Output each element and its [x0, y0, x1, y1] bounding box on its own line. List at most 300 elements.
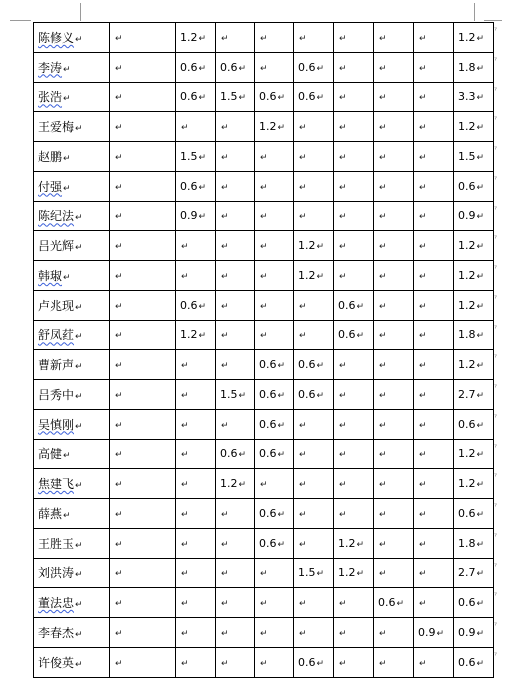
value-cell[interactable] [414, 469, 454, 499]
value-cell[interactable] [176, 261, 216, 291]
value-cell[interactable] [334, 380, 374, 410]
value-cell[interactable] [454, 380, 494, 410]
paragraph-mark: ↵ [221, 331, 229, 342]
paragraph-mark: ↵ [419, 509, 427, 520]
row-end-mark: ˀ [494, 205, 497, 214]
paragraph-mark: ↵ [316, 93, 325, 104]
name-cell[interactable] [34, 171, 110, 201]
paragraph-mark: ↵ [260, 182, 268, 193]
value-cell[interactable] [334, 261, 374, 291]
value-cell[interactable] [414, 82, 454, 112]
value-cell[interactable] [110, 261, 176, 291]
value-cell[interactable] [294, 142, 334, 172]
paragraph-mark: ↵ [238, 63, 247, 74]
value-cell[interactable] [414, 409, 454, 439]
value-cell[interactable] [255, 142, 294, 172]
value-cell[interactable] [176, 320, 216, 350]
paragraph-mark: ↵ [379, 152, 387, 163]
table-row [34, 380, 494, 410]
paragraph-mark: ↵ [419, 271, 427, 282]
table-row [34, 231, 494, 261]
value-cell[interactable] [334, 82, 374, 112]
value-cell[interactable] [216, 112, 255, 142]
value-cell[interactable] [255, 558, 294, 588]
value-cell[interactable] [334, 142, 374, 172]
paragraph-mark: ↵ [277, 361, 286, 372]
value-cell[interactable] [414, 618, 454, 648]
value-cell[interactable] [294, 320, 334, 350]
value-cell[interactable] [255, 350, 294, 380]
value-cell[interactable] [454, 409, 494, 439]
paragraph-mark: ↵ [221, 182, 229, 193]
paragraph-mark: ↵ [379, 361, 387, 372]
value-cell[interactable] [294, 261, 334, 291]
value-cell[interactable] [110, 409, 176, 439]
value-cell[interactable] [454, 439, 494, 469]
value-cell[interactable] [176, 380, 216, 410]
name-cell[interactable] [34, 380, 110, 410]
value-cell[interactable] [294, 290, 334, 320]
value-cell[interactable] [454, 350, 494, 380]
name-cell[interactable] [34, 558, 110, 588]
value-cell[interactable] [414, 261, 454, 291]
paragraph-mark: ↵ [115, 152, 123, 163]
paragraph-mark: ↵ [277, 420, 286, 431]
value-cell[interactable] [110, 52, 176, 82]
cell-value: 0.6 [338, 328, 356, 342]
value-cell[interactable] [414, 350, 454, 380]
value-cell[interactable] [110, 82, 176, 112]
paragraph-mark: ↵ [379, 242, 387, 253]
value-cell[interactable] [110, 350, 176, 380]
name-cell[interactable] [34, 499, 110, 529]
paragraph-mark: ↵ [181, 569, 189, 580]
value-cell[interactable] [294, 439, 334, 469]
value-cell[interactable] [255, 320, 294, 350]
value-cell[interactable] [374, 409, 414, 439]
value-cell[interactable] [374, 499, 414, 529]
paragraph-mark: ↵ [356, 569, 365, 580]
value-cell[interactable] [255, 112, 294, 142]
value-cell[interactable] [176, 290, 216, 320]
paragraph-mark: ↵ [379, 301, 387, 312]
paragraph-mark: ↵ [299, 420, 307, 431]
paragraph-mark: ↵ [75, 391, 83, 402]
value-cell[interactable] [216, 82, 255, 112]
value-cell[interactable] [294, 469, 334, 499]
value-cell[interactable] [176, 528, 216, 558]
paragraph-mark: ↵ [75, 659, 83, 670]
cell-value: 0.6 [259, 506, 277, 520]
value-cell[interactable] [176, 499, 216, 529]
value-cell[interactable] [414, 142, 454, 172]
name-cell[interactable] [34, 588, 110, 618]
paragraph-mark: ↵ [419, 480, 427, 491]
value-cell[interactable] [294, 350, 334, 380]
value-cell[interactable] [216, 201, 255, 231]
cell-value: 0.6 [338, 298, 356, 312]
value-cell[interactable] [255, 588, 294, 618]
name-cell[interactable] [34, 350, 110, 380]
value-cell[interactable] [110, 499, 176, 529]
name-cell[interactable] [34, 439, 110, 469]
value-cell[interactable] [216, 499, 255, 529]
value-cell[interactable] [374, 320, 414, 350]
value-cell[interactable] [294, 82, 334, 112]
cell-value: 0.6 [298, 387, 316, 401]
value-cell[interactable] [334, 558, 374, 588]
paragraph-mark: ↵ [115, 242, 123, 253]
value-cell[interactable] [176, 350, 216, 380]
value-cell[interactable] [216, 618, 255, 648]
paragraph-mark: ↵ [379, 390, 387, 401]
value-cell[interactable] [176, 618, 216, 648]
paragraph-mark: ↵ [476, 152, 485, 163]
value-cell[interactable] [110, 171, 176, 201]
value-cell[interactable] [294, 380, 334, 410]
value-cell[interactable] [216, 52, 255, 82]
value-cell[interactable] [334, 231, 374, 261]
person-name: 高健 [38, 447, 63, 462]
paragraph-mark: ↵ [260, 212, 268, 223]
cell-value: 0.9 [458, 625, 476, 639]
paragraph-mark: ↵ [476, 182, 485, 193]
name-cell[interactable] [34, 320, 110, 350]
value-cell[interactable] [414, 558, 454, 588]
value-cell[interactable] [374, 439, 414, 469]
name-cell[interactable] [34, 82, 110, 112]
value-cell[interactable] [454, 23, 494, 53]
value-cell[interactable] [216, 171, 255, 201]
value-cell[interactable] [374, 469, 414, 499]
value-cell[interactable] [110, 469, 176, 499]
name-cell[interactable] [34, 409, 110, 439]
value-cell[interactable] [294, 618, 334, 648]
value-cell[interactable] [454, 320, 494, 350]
name-cell[interactable] [34, 231, 110, 261]
value-cell[interactable] [374, 201, 414, 231]
paragraph-mark: ↵ [115, 271, 123, 282]
value-cell[interactable] [216, 409, 255, 439]
table-row [34, 350, 494, 380]
value-cell[interactable] [374, 142, 414, 172]
value-cell[interactable] [454, 528, 494, 558]
paragraph-mark: ↵ [476, 420, 485, 431]
paragraph-mark: ↵ [198, 212, 207, 223]
value-cell[interactable] [454, 231, 494, 261]
value-cell[interactable] [334, 618, 374, 648]
value-cell[interactable] [454, 558, 494, 588]
value-cell[interactable] [454, 290, 494, 320]
value-cell[interactable] [216, 320, 255, 350]
value-cell[interactable] [414, 52, 454, 82]
value-cell[interactable] [414, 439, 454, 469]
person-name: 焦建飞 [38, 477, 75, 492]
value-cell[interactable] [216, 380, 255, 410]
paragraph-mark: ↵ [476, 628, 485, 639]
cell-value: 0.6 [298, 60, 316, 74]
name-cell[interactable] [34, 261, 110, 291]
value-cell[interactable] [110, 588, 176, 618]
value-cell[interactable] [216, 261, 255, 291]
value-cell[interactable] [176, 231, 216, 261]
name-cell[interactable] [34, 469, 110, 499]
row-end-mark: ˀ [494, 264, 497, 273]
value-cell[interactable] [454, 171, 494, 201]
name-cell[interactable] [34, 52, 110, 82]
paragraph-mark: ↵ [277, 390, 286, 401]
value-cell[interactable] [110, 618, 176, 648]
value-cell[interactable] [374, 350, 414, 380]
value-cell[interactable] [454, 261, 494, 291]
value-cell[interactable] [255, 201, 294, 231]
value-cell[interactable] [454, 499, 494, 529]
value-cell[interactable] [216, 439, 255, 469]
value-cell[interactable] [374, 558, 414, 588]
value-cell[interactable] [110, 23, 176, 53]
value-cell[interactable] [374, 588, 414, 618]
value-cell[interactable] [216, 350, 255, 380]
value-cell[interactable] [110, 439, 176, 469]
value-cell[interactable] [294, 23, 334, 53]
value-cell[interactable] [255, 290, 294, 320]
table-row [34, 469, 494, 499]
paragraph-mark: ↵ [299, 599, 307, 610]
value-cell[interactable] [454, 52, 494, 82]
cell-value: 1.5 [180, 149, 198, 163]
value-cell[interactable] [334, 201, 374, 231]
value-cell[interactable] [334, 320, 374, 350]
value-cell[interactable] [414, 588, 454, 618]
value-cell[interactable] [255, 439, 294, 469]
paragraph-mark: ↵ [419, 599, 427, 610]
cell-value: 0.6 [220, 60, 238, 74]
value-cell[interactable] [414, 201, 454, 231]
name-cell[interactable] [34, 112, 110, 142]
paragraph-mark: ↵ [419, 63, 427, 74]
value-cell[interactable] [374, 618, 414, 648]
value-cell[interactable] [454, 469, 494, 499]
paragraph-mark: ↵ [476, 63, 485, 74]
row-end-mark: ˀ [494, 502, 497, 511]
paragraph-mark: ↵ [181, 420, 189, 431]
value-cell[interactable] [294, 499, 334, 529]
paragraph-mark: ↵ [476, 450, 485, 461]
value-cell[interactable] [334, 350, 374, 380]
name-cell[interactable] [34, 528, 110, 558]
value-cell[interactable] [110, 320, 176, 350]
value-cell[interactable] [294, 112, 334, 142]
paragraph-mark: ↵ [181, 539, 189, 550]
paragraph-mark: ↵ [238, 480, 247, 491]
value-cell[interactable] [255, 618, 294, 648]
value-cell[interactable] [255, 261, 294, 291]
value-cell[interactable] [374, 112, 414, 142]
value-cell[interactable] [414, 231, 454, 261]
cell-value: 2.7 [458, 387, 476, 401]
value-cell[interactable] [110, 201, 176, 231]
value-cell[interactable] [294, 231, 334, 261]
value-cell[interactable] [374, 380, 414, 410]
value-cell[interactable] [294, 409, 334, 439]
paragraph-mark: ↵ [115, 182, 123, 193]
value-cell[interactable] [255, 23, 294, 53]
name-cell[interactable] [34, 618, 110, 648]
value-cell[interactable] [414, 171, 454, 201]
value-cell[interactable] [454, 112, 494, 142]
value-cell[interactable] [176, 588, 216, 618]
value-cell[interactable] [176, 409, 216, 439]
cell-value: 0.6 [180, 90, 198, 104]
value-cell[interactable] [374, 528, 414, 558]
value-cell[interactable] [294, 171, 334, 201]
paragraph-mark: ↵ [476, 271, 485, 282]
value-cell[interactable] [414, 528, 454, 558]
value-cell[interactable] [216, 231, 255, 261]
value-cell[interactable] [176, 439, 216, 469]
value-cell[interactable] [294, 52, 334, 82]
value-cell[interactable] [414, 290, 454, 320]
value-cell[interactable] [454, 588, 494, 618]
value-cell[interactable] [294, 558, 334, 588]
value-cell[interactable] [176, 469, 216, 499]
value-cell[interactable] [454, 201, 494, 231]
value-cell[interactable] [176, 82, 216, 112]
value-cell[interactable] [334, 528, 374, 558]
paragraph-mark: ↵ [221, 301, 229, 312]
value-cell[interactable] [414, 320, 454, 350]
value-cell[interactable] [176, 142, 216, 172]
paragraph-mark: ↵ [476, 93, 485, 104]
value-cell[interactable] [255, 82, 294, 112]
value-cell[interactable] [176, 112, 216, 142]
value-cell[interactable] [176, 23, 216, 53]
paragraph-mark: ↵ [63, 153, 71, 164]
name-cell[interactable] [34, 290, 110, 320]
value-cell[interactable] [176, 201, 216, 231]
value-cell[interactable] [374, 52, 414, 82]
value-cell[interactable] [374, 261, 414, 291]
paragraph-mark: ↵ [115, 390, 123, 401]
value-cell[interactable] [176, 558, 216, 588]
value-cell[interactable] [176, 52, 216, 82]
value-cell[interactable] [255, 469, 294, 499]
value-cell[interactable] [374, 82, 414, 112]
value-cell[interactable] [216, 142, 255, 172]
value-cell[interactable] [294, 528, 334, 558]
value-cell[interactable] [110, 290, 176, 320]
value-cell[interactable] [414, 112, 454, 142]
value-cell[interactable] [110, 142, 176, 172]
paragraph-mark: ↵ [339, 212, 347, 223]
value-cell[interactable] [110, 380, 176, 410]
value-cell[interactable] [334, 112, 374, 142]
paragraph-mark: ↵ [115, 123, 123, 134]
value-cell[interactable] [374, 23, 414, 53]
cell-value: 0.6 [180, 179, 198, 193]
value-cell[interactable] [216, 23, 255, 53]
value-cell[interactable] [294, 588, 334, 618]
paragraph-mark: ↵ [299, 123, 307, 134]
value-cell[interactable] [334, 499, 374, 529]
value-cell[interactable] [110, 558, 176, 588]
value-cell[interactable] [334, 588, 374, 618]
paragraph-mark: ↵ [260, 242, 268, 253]
value-cell[interactable] [255, 380, 294, 410]
value-cell[interactable] [454, 618, 494, 648]
value-cell[interactable] [255, 231, 294, 261]
value-cell[interactable] [454, 82, 494, 112]
value-cell[interactable] [255, 171, 294, 201]
value-cell[interactable] [110, 231, 176, 261]
paragraph-mark: ↵ [339, 509, 347, 520]
value-cell[interactable] [334, 52, 374, 82]
cell-value: 1.2 [458, 30, 476, 44]
value-cell[interactable] [255, 499, 294, 529]
value-cell[interactable] [414, 499, 454, 529]
value-cell[interactable] [334, 171, 374, 201]
value-cell[interactable] [414, 23, 454, 53]
value-cell[interactable] [334, 439, 374, 469]
paragraph-mark: ↵ [379, 271, 387, 282]
paragraph-mark: ↵ [198, 33, 207, 44]
value-cell[interactable] [334, 469, 374, 499]
name-cell[interactable] [34, 201, 110, 231]
value-cell[interactable] [454, 142, 494, 172]
value-cell[interactable] [334, 290, 374, 320]
cell-value: 0.6 [259, 417, 277, 431]
value-cell[interactable] [255, 52, 294, 82]
table-row [34, 52, 494, 82]
value-cell[interactable] [216, 528, 255, 558]
paragraph-mark: ↵ [75, 362, 83, 373]
paragraph-mark: ↵ [277, 93, 286, 104]
paragraph-mark: ↵ [339, 390, 347, 401]
value-cell[interactable] [334, 23, 374, 53]
paragraph-mark: ↵ [63, 451, 71, 462]
paragraph-mark: ↵ [379, 539, 387, 550]
value-cell[interactable] [176, 171, 216, 201]
value-cell[interactable] [216, 469, 255, 499]
value-cell[interactable] [334, 409, 374, 439]
value-cell[interactable] [216, 558, 255, 588]
paragraph-mark: ↵ [419, 123, 427, 134]
name-cell[interactable] [34, 23, 110, 53]
value-cell[interactable] [255, 409, 294, 439]
value-cell[interactable] [374, 290, 414, 320]
paragraph-mark: ↵ [339, 182, 347, 193]
value-cell[interactable] [216, 588, 255, 618]
value-cell[interactable] [374, 231, 414, 261]
value-cell[interactable] [374, 171, 414, 201]
value-cell[interactable] [110, 528, 176, 558]
value-cell[interactable] [255, 528, 294, 558]
value-cell[interactable] [294, 201, 334, 231]
name-cell[interactable] [34, 142, 110, 172]
cell-value: 0.6 [259, 358, 277, 372]
paragraph-mark: ↵ [115, 33, 123, 44]
cell-value: 1.5 [220, 387, 238, 401]
paragraph-mark: ↵ [115, 301, 123, 312]
value-cell[interactable] [414, 380, 454, 410]
person-name: 吴慎刚 [38, 417, 75, 432]
paragraph-mark: ↵ [75, 213, 83, 224]
value-cell[interactable] [110, 112, 176, 142]
value-cell[interactable] [216, 290, 255, 320]
paragraph-mark: ↵ [181, 390, 189, 401]
row-end-mark: ˀ [494, 26, 497, 35]
paragraph-mark: ↵ [221, 152, 229, 163]
